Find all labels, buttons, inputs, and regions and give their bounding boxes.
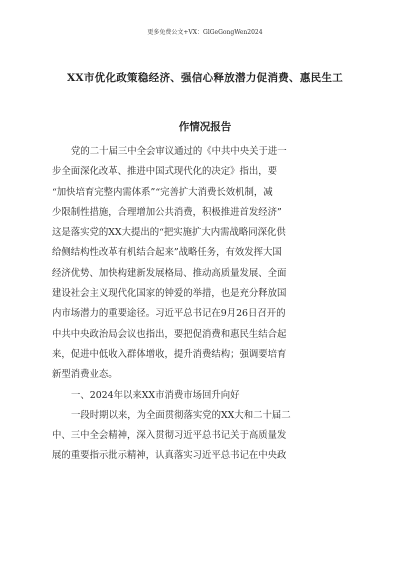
body-line: 党的二十届三中全会审议通过的《中共中央关于进一: [71, 146, 287, 157]
document-title-line-2: 作情况报告: [178, 121, 232, 133]
document-body: [52, 142, 358, 467]
body-line: “加快培育完整内需体系”“完善扩大消费长效机制，减: [52, 186, 273, 198]
body-line: 少限制性措施，合理增加公共消费，积极推进首发经济”: [52, 206, 282, 218]
body-line: 展的重要指示批示精神，认真落实习近平总书记在中央政: [52, 450, 287, 462]
document-title-line-1: XX市优化政策稳经济、强信心释放潜力促消费、惠民生工: [66, 72, 344, 84]
body-line: 经济优势、加快构建新发展格局、推动高质量发展、全面: [52, 267, 287, 279]
body-line: 来，促进中低收入群体增收，提升消费结构；强调要培育: [52, 348, 287, 360]
body-line: 内市场潜力的重要途径。习近平总书记在9月26日召开的: [52, 308, 286, 320]
body-line: 中共中央政治局会议也指出，要把促消费和惠民生结合起: [52, 328, 287, 340]
section-heading: 一、2024年以来XX市消费市场回升向好: [71, 389, 240, 401]
body-line: 新型消费业态。: [52, 369, 118, 381]
body-line: 建设社会主义现代化国家的钟爱的举措，也是充分释放国: [52, 288, 287, 300]
body-line: 中、三中全会精神，深入贯彻习近平总书记关于高质量发: [52, 430, 287, 442]
body-line: 给侧结构性改革有机结合起来”战略任务，有效发挥大国: [52, 247, 282, 259]
page-header: 更多免费公文+VX：GlGeGongWen2024: [147, 29, 263, 36]
body-line: 步全面深化改革、推进中国式现代化的决定》指出，要: [52, 166, 278, 178]
body-line: 一段时期以来，为全面贯彻落实党的XX大和二十届二: [71, 409, 291, 421]
body-line: 这是落实党的XX大提出的“把实施扩大内需战略同深化供: [52, 227, 286, 239]
